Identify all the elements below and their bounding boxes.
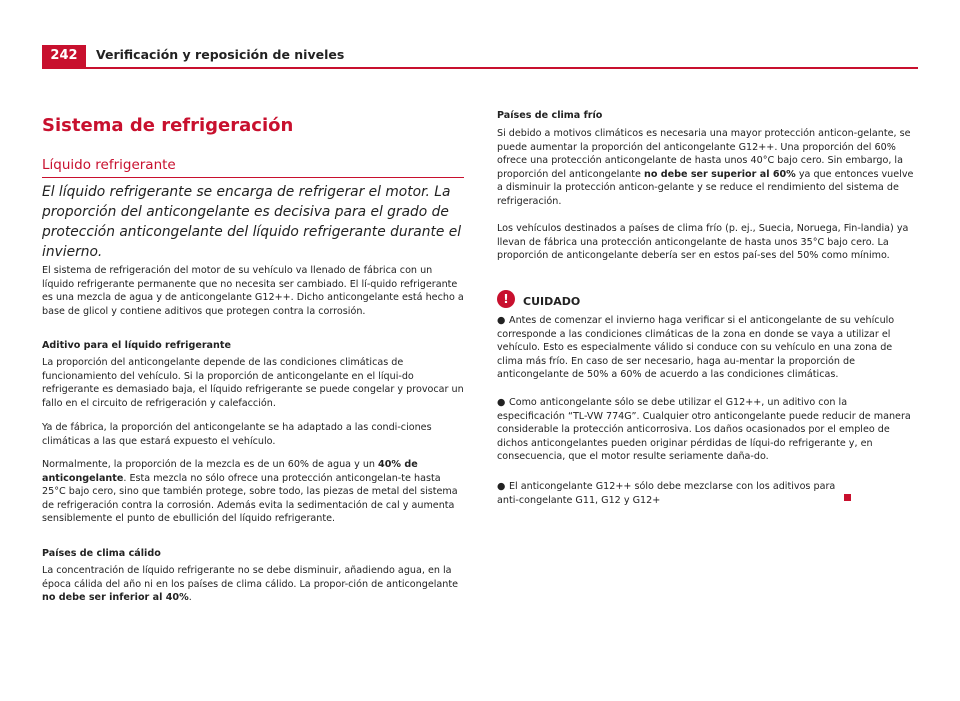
paragraph-cold-climate: [497, 127, 918, 209]
page-number: 242: [42, 45, 86, 67]
bullet-text: Como anticongelante sólo se debe utilizar el G12++, un aditivo con la especificación “TL-VW 774G”. Cualquier otro anticongelante puede reducir de manera considerable la protección anticorrosiva. Los daños ocasionados por el empleo de dichos anticongelantes pueden originar pérdidas de líqui-do refrigerante y, en consecuencia, que el motor resulte seriamente daña-do.: [497, 397, 911, 463]
paragraph-system: El sistema de refrigeración del motor de su vehículo va llenado de fábrica con un líquido refrigerante permanente que no necesita ser cambiado. El lí-quido refrigerante es una mezcla de agua y de anticongelante G12++. Dicho anticongelante está hecho a base de glicol y contiene aditivos que protegen contra la corrosión.: [42, 265, 464, 317]
mixture-text-bold: 40% de anticongelante: [42, 459, 418, 484]
warm-text-a: La concentración de líquido refrigerante no se debe disminuir, añadiendo agua, en la época cálida del año ni en los países de clima cálido. La propor-ción de anticongelante: [42, 565, 459, 590]
mixture-text-c: . Esta mezcla no sólo ofrece una protección anticongelan-te hasta 25°C bajo cero, sino que también protege, sobre todo, las piezas de metal del sistema de refrigeración contra la corrosión. Además evita la sedimentación de cal y aumenta sensiblemente el punto de ebullición del líquido refrigerante.: [42, 472, 458, 525]
section-title: Sistema de refrigeración: [42, 115, 294, 136]
cold-text-c: ya que entonces vuelve a disminuir la protección anticon-gelante y se reduce el rendimiento del sistema de refrigeración.: [497, 168, 914, 207]
caution-bullet: [497, 314, 918, 382]
paragraph-mixture: [42, 458, 464, 526]
bullet-dot-icon: ●: [497, 481, 506, 492]
warm-text-c: .: [188, 592, 192, 604]
cold-text-bold: no debe ser superior al 60%: [643, 168, 796, 180]
caution-label: CUIDADO: [523, 295, 581, 308]
paragraph-proportion: La proporción del anticongelante depende de las condiciones climáticas de funcionamiento del vehículo. Si la proporción de anticongelante en el líqui-do refrigerante es demasiado baja, el líquido refrigerante se puede congelar y provocar un fallo en el circuito de refrigeración y calefacción.: [42, 357, 464, 409]
caution-bullet: [497, 396, 918, 464]
mixture-text-a: Normalmente, la proporción de la mezcla es de un 60% de agua y un: [42, 459, 379, 470]
heading-additive: Aditivo para el líquido refrigerante: [42, 340, 231, 351]
caution-bullet: [497, 480, 837, 507]
bullet-dot-icon: ●: [497, 397, 506, 408]
subsection-title: Líquido refrigerante: [42, 157, 464, 178]
heading-warm-climate: Países de clima cálido: [42, 548, 161, 559]
chapter-title: Verificación y reposición de niveles: [96, 47, 345, 62]
paragraph-factory: Ya de fábrica, la proporción del anticongelante se ha adaptado a las condi-ciones climáticas a las que estará expuesto el vehículo.: [42, 422, 432, 447]
section-end-marker: [844, 494, 851, 501]
warning-icon: !: [497, 290, 515, 308]
intro-paragraph: El líquido refrigerante se encarga de refrigerar el motor. La proporción del anticongelante es decisiva para el grado de protección anticongelante del líquido refrigerante durante el invierno.: [42, 184, 462, 260]
cold-text-a: Si debido a motivos climáticos es necesaria una mayor protección anticon-gelante, se puede aumentar la proporción del anticongelante G12++. Una proporción del 60% ofrece una protección anticongelante de hasta unos 40°C bajo cero. Sin embargo, la proporción del anticongelante: [497, 128, 911, 180]
warm-text-bold: no debe ser inferior al 40%: [42, 592, 189, 604]
heading-cold-climate: Países de clima frío: [497, 110, 603, 121]
bullet-text: Antes de comenzar el invierno haga verificar si el anticongelante de su vehículo corresponde a las condiciones climáticas de la zona en donde se vaya a utilizar el vehículo. Esto es especialmente válido si conduce con su vehículo en una zona de clima más frío. En caso de ser necesario, haga au-mentar la proporción de anticongelante de 50% a 60% de acuerdo a las condiciones climáticas.: [497, 315, 895, 381]
page-header: [42, 45, 918, 69]
paragraph-warm-climate: [42, 564, 464, 605]
bullet-dot-icon: ●: [497, 315, 506, 326]
bullet-text: El anticongelante G12++ sólo debe mezclarse con los aditivos para anti-congelante G11, G12 y G12+: [497, 481, 836, 506]
paragraph-cold-vehicles: Los vehículos destinados a países de clima frío (p. ej., Suecia, Noruega, Fin-landia) ya llevan de fábrica una protección anticongelante de hasta unos 35°C bajo cero. La proporción de anticongelante debería ser en estos paí-ses del 50% como mínimo.: [497, 223, 909, 262]
